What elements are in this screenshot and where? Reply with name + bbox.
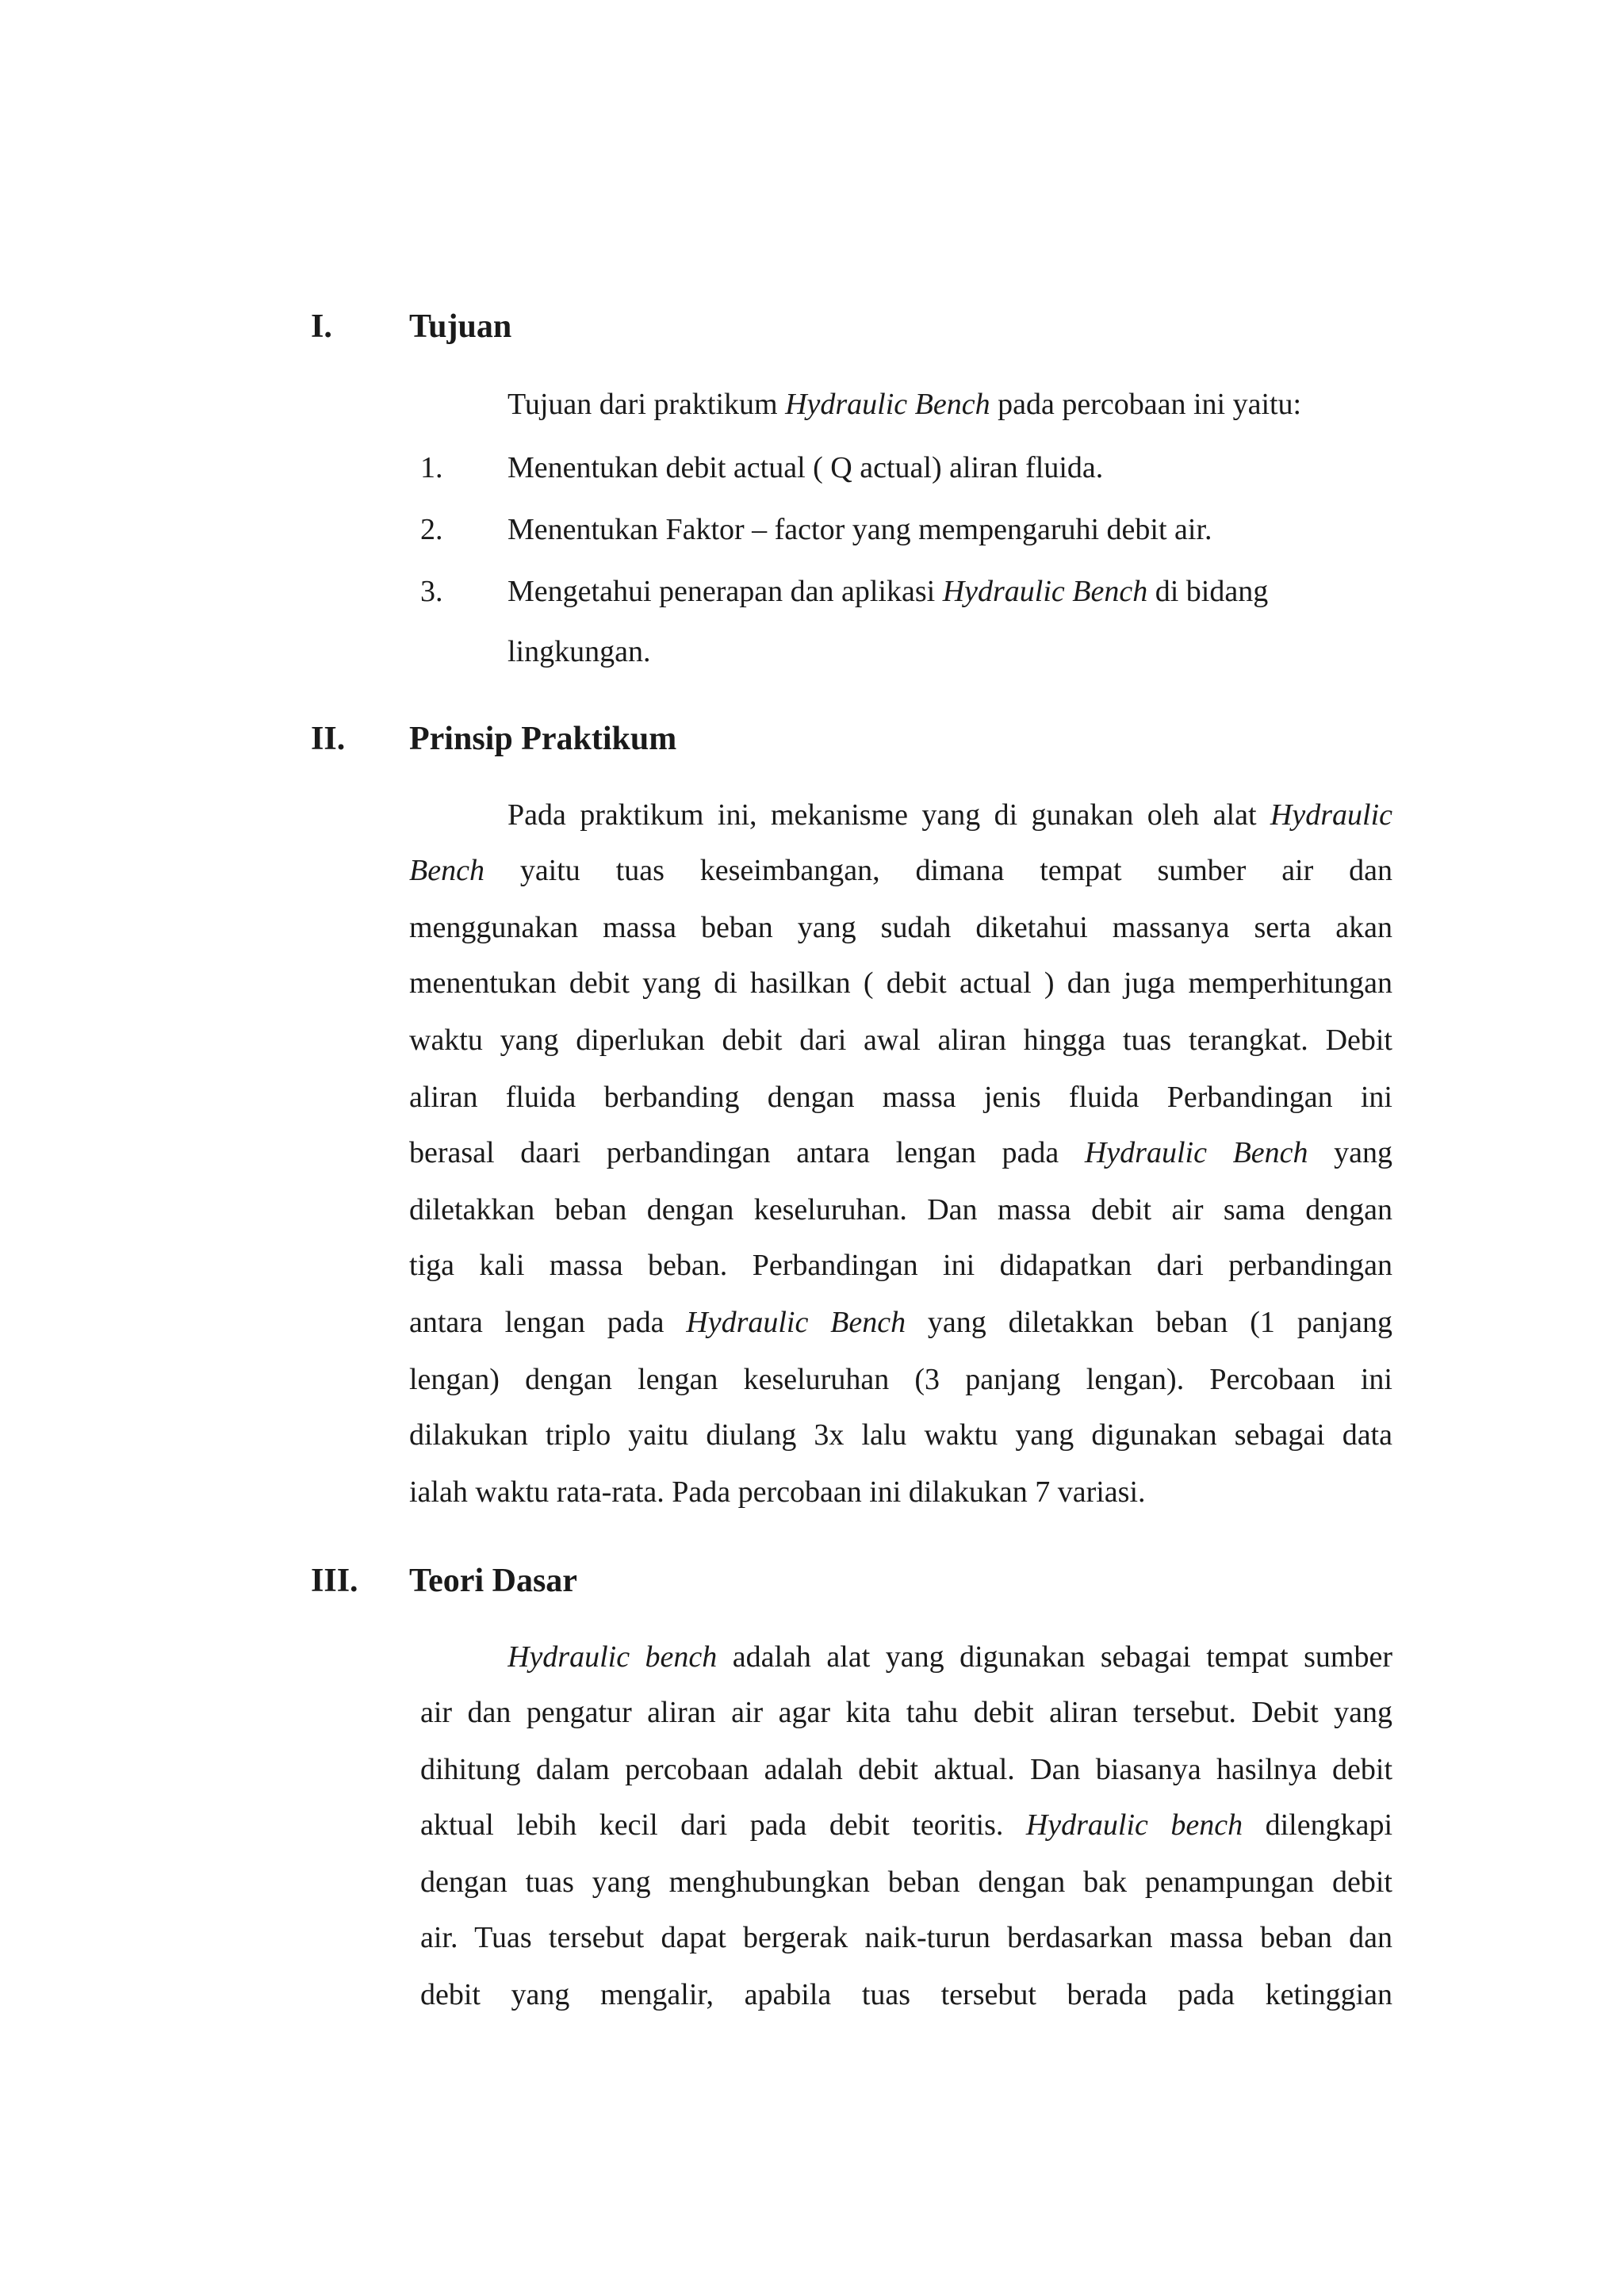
paragraph-line: tiga kali massa beban. Perbandingan ini didapatkan dari perbandingan — [409, 1249, 1392, 1282]
paragraph-line: dengan tuas yang menghubungkan beban dengan bak penampungan debit — [420, 1866, 1392, 1899]
paragraph-line: Bench yaitu tuas keseimbangan, dimana tempat sumber air dan — [409, 854, 1392, 887]
paragraph-line: waktu yang diperlukan debit dari awal aliran hingga tuas terangkat. Debit — [409, 1024, 1392, 1057]
paragraph-line: Pada praktikum ini, mekanisme yang di gunakan oleh alat Hydraulic — [508, 798, 1392, 832]
section-1-intro: Tujuan dari praktikum Hydraulic Bench pada percobaan ini yaitu: — [508, 388, 1302, 421]
paragraph-line: aliran fluida berbanding dengan massa jenis fluida Perbandingan ini — [409, 1081, 1392, 1114]
list-item-text: Menentukan debit actual ( Q actual) aliran fluida. — [508, 451, 1104, 484]
paragraph-line: menggunakan massa beban yang sudah diketahui massanya serta akan — [409, 911, 1392, 944]
list-item-text-continued: lingkungan. — [508, 635, 651, 668]
section-1-number: I. — [311, 308, 332, 345]
paragraph-line: Hydraulic bench adalah alat yang digunakan sebagai tempat sumber — [508, 1640, 1392, 1674]
list-item-number: 2. — [420, 513, 443, 546]
paragraph-line: dihitung dalam percobaan adalah debit aktual. Dan biasanya hasilnya debit — [420, 1753, 1392, 1786]
paragraph-line: debit yang mengalir, apabila tuas tersebut berada pada ketinggian — [420, 1978, 1392, 2011]
paragraph-line: lengan) dengan lengan keseluruhan (3 panjang lengan). Percobaan ini — [409, 1363, 1392, 1396]
paragraph-line: ialah waktu rata-rata. Pada percobaan ini dilakukan 7 variasi. — [409, 1475, 1146, 1509]
section-1-title: Tujuan — [409, 308, 512, 345]
section-3-title: Teori Dasar — [409, 1563, 577, 1599]
paragraph-line: dilakukan triplo yaitu diulang 3x lalu waktu yang digunakan sebagai data — [409, 1418, 1392, 1452]
section-2-title: Prinsip Praktikum — [409, 721, 677, 757]
section-2-number: II. — [311, 721, 346, 757]
paragraph-line: air dan pengatur aliran air agar kita tahu debit aliran tersebut. Debit yang — [420, 1696, 1392, 1729]
paragraph-line: antara lengan pada Hydraulic Bench yang diletakkan beban (1 panjang — [409, 1306, 1392, 1339]
list-item-text: Menentukan Faktor – factor yang mempengaruhi debit air. — [508, 513, 1212, 546]
paragraph-line: diletakkan beban dengan keseluruhan. Dan massa debit air sama dengan — [409, 1193, 1392, 1226]
section-3-number: III. — [311, 1563, 358, 1599]
paragraph-line: berasal daari perbandingan antara lengan pada Hydraulic Bench yang — [409, 1136, 1392, 1169]
list-item-number: 1. — [420, 451, 443, 484]
paragraph-line: menentukan debit yang di hasilkan ( debit actual ) dan juga memperhitungan — [409, 966, 1392, 1000]
list-item-text: Mengetahui penerapan dan aplikasi Hydraulic Bench di bidang — [508, 575, 1269, 608]
list-item-number: 3. — [420, 575, 443, 608]
paragraph-line: aktual lebih kecil dari pada debit teoritis. Hydraulic bench dilengkapi — [420, 1808, 1392, 1842]
paragraph-line: air. Tuas tersebut dapat bergerak naik-turun berdasarkan massa beban dan — [420, 1921, 1392, 1954]
